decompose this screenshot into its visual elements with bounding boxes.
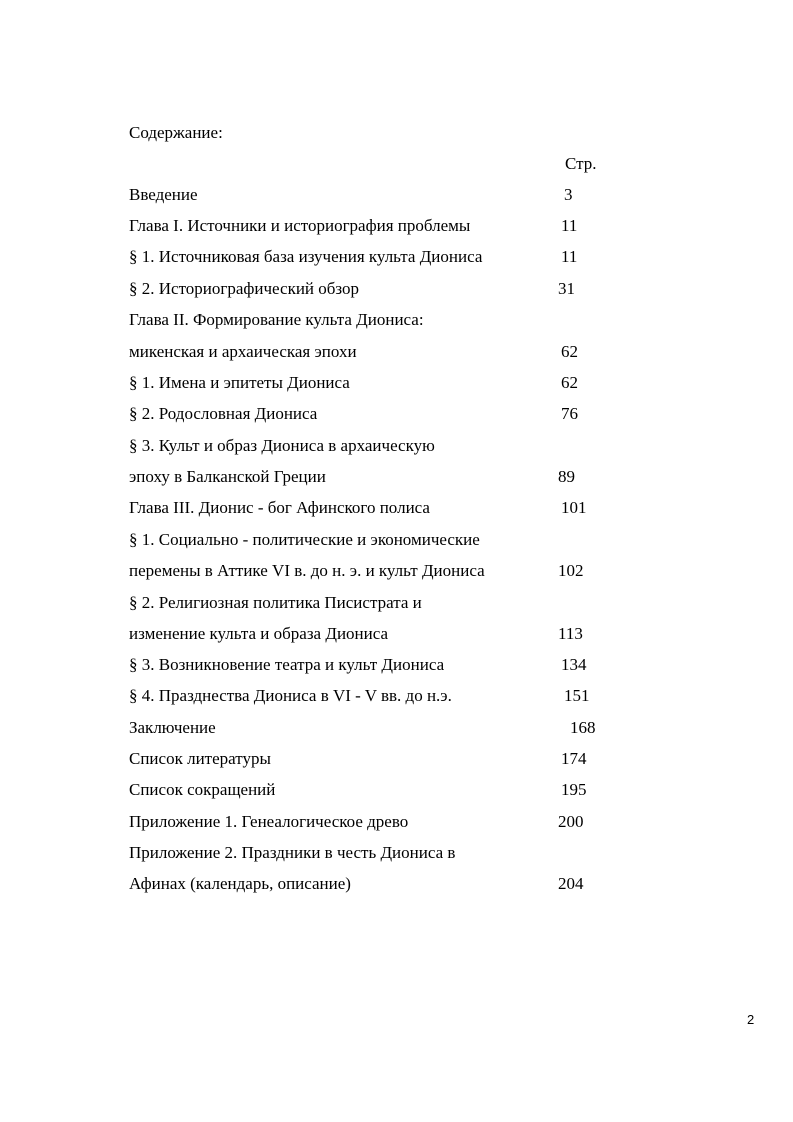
toc-line	[0, 873, 793, 895]
toc-line-text: перемены в Аттике VI в. до н. э. и культ Диониса	[129, 561, 485, 580]
toc-line-page: 89	[558, 467, 575, 486]
toc-line-text: § 2. Религиозная политика Писистрата и	[129, 593, 422, 612]
toc-line-page: 102	[558, 561, 584, 580]
toc-line	[0, 341, 793, 363]
toc-line	[0, 654, 793, 676]
toc-line	[0, 842, 793, 864]
toc-line-text: § 2. Историографический обзор	[129, 279, 360, 298]
toc-line-text: изменение культа и образа Диониса	[129, 624, 389, 643]
toc-line-page: 200	[558, 812, 584, 831]
toc-line-text: § 4. Празднества Диониса в VI - V вв. до н.э.	[129, 686, 452, 705]
toc-line-text: Приложение 2. Праздники в честь Диониса в	[129, 843, 456, 862]
toc-line-page: 204	[558, 874, 584, 893]
toc-line	[0, 717, 793, 739]
toc-line-page: 195	[561, 780, 587, 799]
toc-line-page: 11	[561, 247, 578, 266]
toc-line	[0, 811, 793, 833]
toc-line-text: § 3. Культ и образ Диониса в архаическую	[129, 436, 435, 455]
toc-line-page: 134	[561, 655, 587, 674]
toc-line	[0, 560, 793, 582]
toc-line	[0, 466, 793, 488]
toc-line-text: Список сокращений	[129, 780, 276, 799]
toc-line-text: § 1. Имена и эпитеты Диониса	[129, 373, 350, 392]
toc-line-page: 31	[558, 279, 575, 298]
toc-line	[0, 685, 793, 707]
toc-line	[0, 184, 793, 206]
toc-line-text: Глава I. Источники и историография проблемы	[129, 216, 471, 235]
toc-line	[0, 278, 793, 300]
toc-line-text: § 1. Социально - политические и экономические	[129, 530, 480, 549]
toc-line	[0, 215, 793, 237]
toc-line-text: Заключение	[129, 718, 216, 737]
toc-line	[0, 529, 793, 551]
toc-line-page: 3	[564, 185, 573, 204]
toc-line-text: эпоху в Балканской Греции	[129, 467, 326, 486]
toc-line-page: 76	[561, 404, 578, 423]
toc-line-page: 113	[558, 624, 583, 643]
toc-line	[0, 623, 793, 645]
toc-line-page: 11	[561, 216, 578, 235]
toc-line	[0, 435, 793, 457]
toc-line-page: 101	[561, 498, 587, 517]
toc-line	[0, 748, 793, 770]
toc-title: Содержание:	[129, 123, 223, 142]
toc-line-text: § 1. Источниковая база изучения культа Диониса	[129, 247, 483, 266]
page-number: 2	[747, 1012, 755, 1027]
toc-line-text: Афинах (календарь, описание)	[129, 874, 351, 893]
toc-line-text: Введение	[129, 185, 198, 204]
toc-line	[0, 497, 793, 519]
toc-line-text: Приложение 1. Генеалогическое древо	[129, 812, 409, 831]
toc-line-page: 168	[570, 718, 596, 737]
toc-line	[0, 592, 793, 614]
toc-line-page: 62	[561, 342, 578, 361]
toc-line-text: Глава II. Формирование культа Диониса:	[129, 310, 424, 329]
page-column-header: Стр.	[565, 154, 597, 173]
toc-line-text: Список литературы	[129, 749, 271, 768]
toc-line-text: микенская и архаическая эпохи	[129, 342, 357, 361]
toc-line-text: Глава III. Дионис - бог Афинского полиса	[129, 498, 430, 517]
toc-line-text: § 2. Родословная Диониса	[129, 404, 318, 423]
toc-line	[0, 246, 793, 268]
toc-line-page: 62	[561, 373, 578, 392]
toc-line-page: 151	[564, 686, 590, 705]
toc-line	[0, 309, 793, 331]
toc-line-text: § 3. Возникновение театра и культ Диониса	[129, 655, 445, 674]
toc-line	[0, 403, 793, 425]
toc-line	[0, 372, 793, 394]
toc-line	[0, 779, 793, 801]
toc-line-page: 174	[561, 749, 587, 768]
